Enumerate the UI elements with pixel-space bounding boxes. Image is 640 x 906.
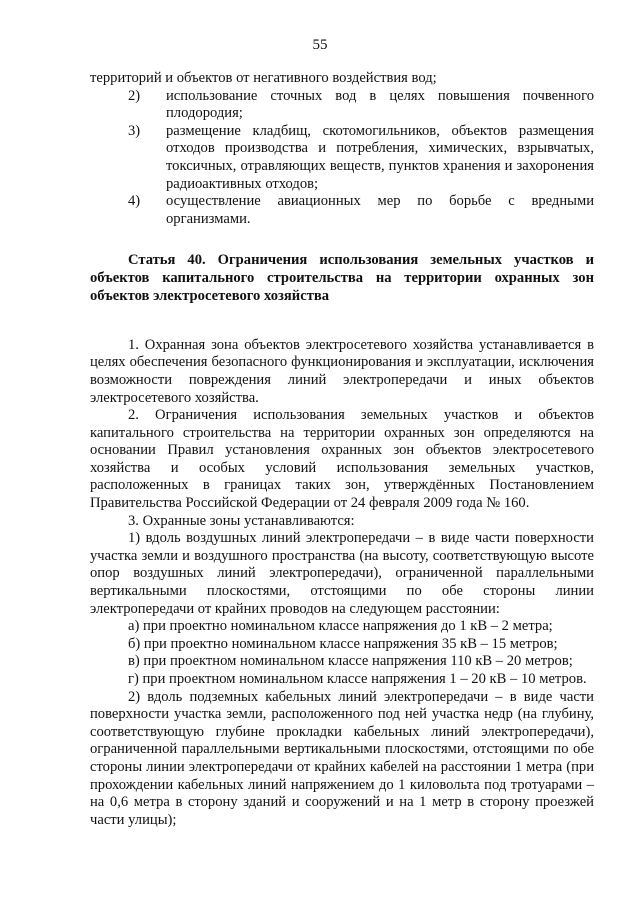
list-item (90, 193, 594, 228)
list-item-text: осуществление авиационных мер по борьбе с вредными организмами. (166, 193, 594, 227)
paragraph: а) при проектно номинальном классе напряжения до 1 кВ – 2 метра; (128, 618, 553, 635)
paragraph: 1. Охранная зона объектов электросетевого хозяйства устанавливается в целях обеспечения безопасного функционирования и эксплуатации, исключения возможности повреждения линий электропередачи и иных объектов электросетевого хозяйства. (90, 336, 594, 406)
list-item-text: размещение кладбищ, скотомогильников, объектов размещения отходов производства и потребления, химических, взрывчатых, токсичных, отравляющих веществ, пунктов хранения и захоронения радиоактивных отходов; (166, 122, 594, 192)
paragraph: б) при проектно номинальном классе напряжения 35 кВ – 15 метров; (128, 635, 558, 652)
paragraph: 2) вдоль подземных кабельных линий электропередачи – в виде части поверхности участка земли, расположенного под ней участка недр (на глубину, соответствующую глубине прокладки кабельных линий электропередачи), ограниченной параллельными вертикальными плоскостями, отстоящими по обе стороны линии электропередачи от крайних кабелей на расстоянии 1 метра (при прохождении кабельных линий напряжением до 1 киловольта под тротуарами – на 0,6 метра в сторону зданий и сооружений и на 1 метр в сторону проезжей части улицы); (90, 688, 594, 828)
list-item-text: использование сточных вод в целях повышения почвенного плодородия; (166, 87, 594, 122)
list-item (90, 88, 594, 123)
article-title: Статья 40. Ограничения использования земельных участков и объектов капитального строительства на территории охранных зон объектов электросетевого хозяйства (90, 252, 594, 304)
paragraph: в) при проектном номинальном классе напряжения 110 кВ – 20 метров; (128, 653, 573, 670)
paragraph: 1) вдоль воздушных линий электропередачи – в виде части поверхности участка земли и воздушного пространства (на высоту, соответствующую высоте опор воздушных линий электропередачи), ограниченной параллельными вертикальными плоскостями, отстоящими по обе стороны линии электропередачи от крайних проводов на следующем расстоянии: (90, 530, 594, 617)
page-number: 55 (312, 37, 328, 53)
paragraph: г) при проектном номинальном классе напряжения 1 – 20 кВ – 10 метров. (128, 671, 587, 688)
list-item-number: 2) (128, 87, 141, 104)
document-body (90, 70, 594, 829)
list-item-number: 4) (128, 193, 141, 210)
paragraph: 2. Ограничения использования земельных участков и объектов капитального строительства на территории охранных зон определяются на основании Правил установления охранных зон объектов электросетевого хозяйства и особых условий использования земельных участков, расположенных в границах таких зон, утверждённых Постановлением Правительства Российской Федерации от 24 февраля 2009 года № 160. (90, 407, 594, 512)
list-item-number: 3) (128, 122, 141, 139)
spacer (90, 306, 594, 337)
list-item (90, 123, 594, 193)
intro-tail: территорий и объектов от негативного воздействия вод; (90, 70, 437, 86)
paragraph: 3. Охранные зоны устанавливаются: (128, 512, 355, 529)
